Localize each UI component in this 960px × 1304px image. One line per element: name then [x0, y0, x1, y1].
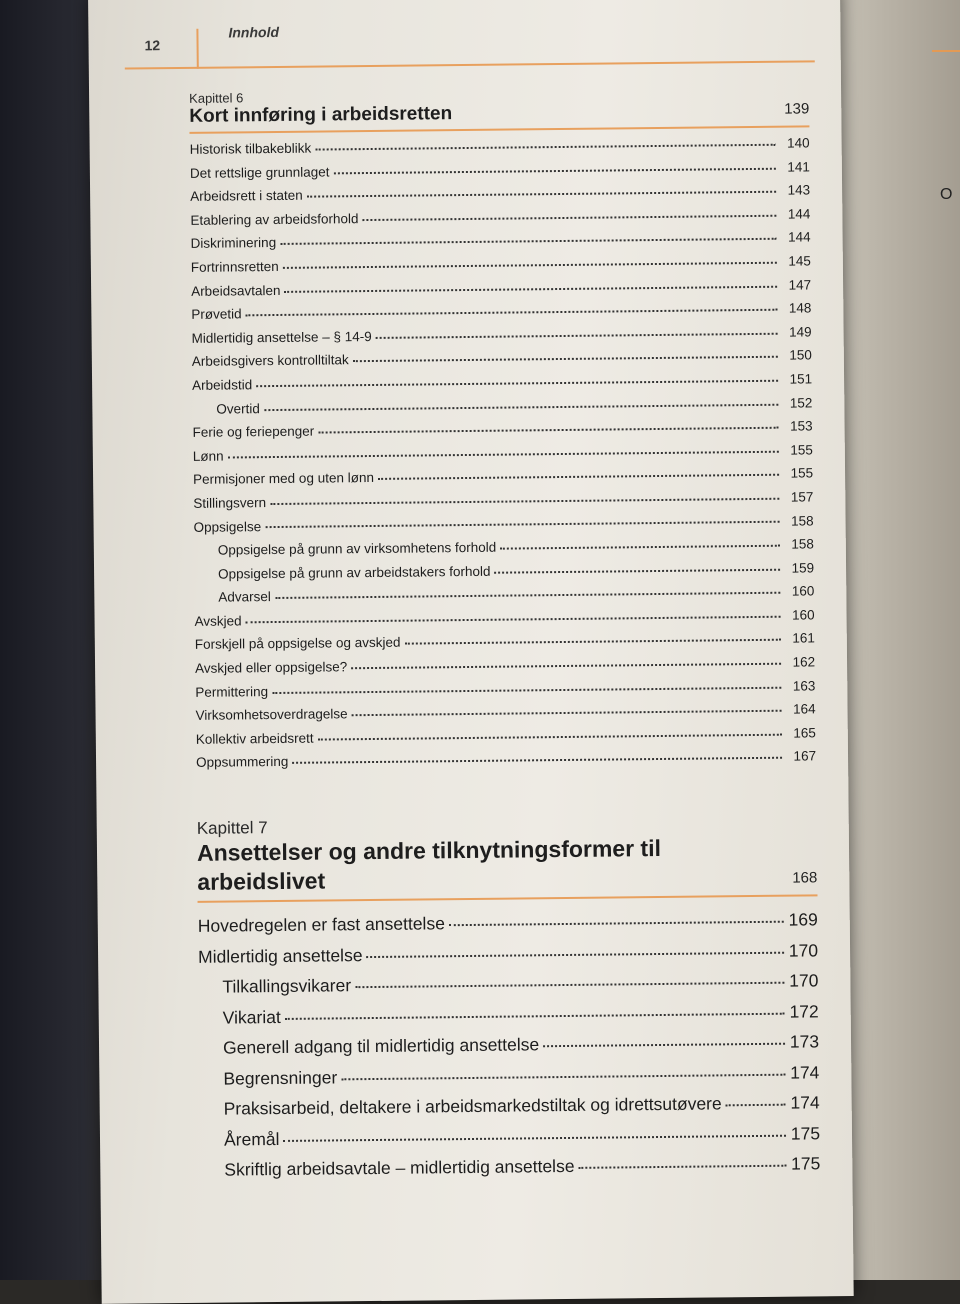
toc-entry-page: 150	[789, 347, 812, 363]
toc-entry-page: 162	[792, 654, 816, 670]
chapter-start-page: 139	[784, 100, 810, 118]
toc-entry-page: 144	[787, 229, 811, 245]
chapter-6	[189, 84, 816, 774]
toc-leader-dots	[265, 510, 780, 528]
toc-entry-page: 140	[787, 135, 810, 151]
toc-entry-page: 169	[788, 909, 818, 930]
toc-entry-title: Ferie og feriepenger	[192, 423, 315, 440]
toc-entry-title: Avskjed	[194, 613, 242, 629]
toc-entry-page: 172	[789, 1000, 819, 1022]
toc-leader-dots	[355, 968, 784, 988]
toc-entry-title: Fortrinnsretten	[190, 258, 279, 275]
toc-leader-dots	[307, 180, 777, 198]
toc-entry-title: Generell adgang til midlertidig ansettelse	[222, 1034, 540, 1058]
running-head-vertical-rule	[196, 29, 198, 69]
toc-entry-title: Diskriminering	[190, 235, 277, 252]
toc-entry-page: 174	[790, 1092, 820, 1113]
toc-entry-title: Lønn	[192, 448, 224, 464]
toc-leader-dots	[283, 1121, 786, 1142]
toc-leader-dots	[264, 392, 779, 410]
toc-entry-title: Etablering av arbeidsforhold	[190, 210, 359, 228]
book-page	[88, 0, 854, 1304]
toc-entry-page: 155	[790, 465, 814, 481]
toc-leader-dots	[292, 746, 782, 764]
toc-entry-page: 167	[793, 748, 817, 765]
toc-leader-dots	[362, 204, 776, 221]
toc-leader-dots	[246, 605, 781, 623]
running-head	[124, 12, 814, 59]
toc-entry-title: Arbeidsavtalen	[191, 282, 281, 299]
toc-leader-dots	[378, 463, 779, 480]
toc-entry-title: Stillingsvern	[193, 495, 267, 511]
toc-entry-page: 158	[791, 536, 814, 552]
toc-entry-title: Praksisarbeid, deltakere i arbeidsmarkedstiltak og idrettsutøvere	[223, 1093, 722, 1119]
toc-entry-title: Avskjed eller oppsigelse?	[195, 659, 348, 676]
toc-entry-title: Virksomhetsoverdragelse	[195, 706, 348, 724]
toc-entry-title: Begrensninger	[223, 1066, 338, 1089]
toc-entry-page: 145	[788, 253, 811, 269]
chapter-title: Kort innføring i arbeidsretten	[189, 103, 453, 127]
toc-entry-page: 153	[789, 418, 813, 434]
facing-page-rule	[932, 50, 960, 52]
chapter-7	[197, 812, 821, 1185]
chapter-label: Kapittel 6	[189, 90, 244, 106]
toc-entry-title: Skriftlig arbeidsavtale – midlertidig ansettelse	[224, 1155, 575, 1180]
toc-entry-title: Forskjell på oppsigelse og avskjed	[194, 635, 401, 653]
toc-entry-title: Hovedregelen er fast ansettelse	[197, 913, 445, 936]
chapter-label: Kapittel 7	[196, 818, 268, 838]
toc-leader-dots	[318, 416, 779, 434]
toc-entry-page: 148	[788, 300, 812, 316]
toc-entry-page: 164	[792, 701, 816, 717]
toc-leader-dots	[318, 723, 782, 741]
toc-entry-title: Oppsigelse	[193, 518, 262, 535]
toc-entry-page: 157	[790, 489, 814, 505]
toc-entry-page: 175	[791, 1153, 821, 1174]
toc-entry-page: 149	[788, 324, 812, 340]
toc-entry	[200, 1148, 820, 1185]
toc-entry-title: Permittering	[195, 683, 269, 700]
toc-leader-dots	[404, 628, 780, 645]
toc-entry-page: 159	[791, 560, 815, 576]
toc-entry-title: Tilkallingsvikarer	[222, 975, 352, 997]
toc-entry-title: Åremål	[223, 1128, 280, 1150]
toc-list	[190, 131, 817, 774]
toc-entry-page: 165	[793, 725, 816, 741]
toc-leader-dots	[284, 274, 777, 292]
toc-leader-dots	[578, 1151, 786, 1169]
toc-entry-title: Det rettslige grunnlaget	[189, 164, 330, 181]
toc-leader-dots	[272, 676, 781, 694]
toc-entry-page: 143	[787, 182, 811, 198]
toc-entry-page: 152	[789, 394, 813, 411]
toc-entry-page: 151	[789, 371, 813, 387]
toc-entry-title: Midlertidig ansettelse – § 14-9	[191, 328, 372, 346]
toc-entry-title: Kollektiv arbeidsrett	[195, 730, 314, 747]
toc-leader-dots	[500, 534, 780, 550]
toc-entry-page: 173	[789, 1031, 820, 1052]
facing-page-glyph: O	[940, 186, 953, 203]
chapter-start-page: 168	[792, 869, 818, 887]
toc-leader-dots	[283, 251, 777, 269]
toc-entry-page: 144	[787, 206, 811, 222]
toc-entry-page: 170	[789, 970, 819, 991]
toc-leader-dots	[353, 345, 778, 362]
toc-entry-page: 175	[790, 1122, 821, 1144]
toc-entry-title: Arbeidstid	[192, 377, 253, 393]
toc-leader-dots	[246, 298, 778, 316]
toc-entry-page: 174	[790, 1061, 820, 1083]
toc-leader-dots	[352, 699, 782, 716]
toc-leader-dots	[333, 157, 776, 174]
toc-leader-dots	[543, 1029, 785, 1048]
toc-entry-title: Prøvetid	[191, 306, 242, 323]
toc-leader-dots	[351, 652, 781, 669]
toc-leader-dots	[366, 938, 784, 958]
toc-leader-dots	[315, 133, 776, 151]
toc-entry-page: 147	[788, 276, 812, 293]
toc-entry-title: Historisk tilbakeblikk	[189, 140, 312, 157]
toc-entry-title: Oppsummering	[195, 754, 289, 771]
toc-entry-title: Advarsel	[218, 589, 271, 605]
toc-entry-page: 160	[791, 607, 815, 623]
toc-list	[198, 904, 821, 1185]
toc-leader-dots	[449, 907, 784, 927]
toc-entry-title: Oppsigelse på grunn av virksomhetens forhold	[217, 539, 497, 558]
chapter-title: Ansettelser og andre tilknytningsformer til arbeidslivet	[196, 834, 662, 895]
toc-entry-page: 161	[792, 630, 815, 647]
toc-entry-page: 170	[788, 939, 819, 961]
running-head-rule	[125, 60, 815, 69]
toc-entry-page: 160	[791, 583, 815, 599]
toc-entry-page: 141	[787, 158, 810, 175]
toc-leader-dots	[341, 1060, 785, 1081]
toc-leader-dots	[376, 322, 778, 339]
toc-entry-title: Midlertidig ansettelse	[197, 944, 363, 967]
toc-entry-title: Permisjoner med og uten lønn	[193, 470, 375, 488]
toc-entry-page: 163	[792, 678, 816, 694]
page-number: 12	[144, 37, 161, 54]
toc-leader-dots	[494, 558, 780, 574]
toc-entry-title: Vikariat	[222, 1006, 281, 1028]
toc-entry-title: Arbeidsgivers kontrolltiltak	[191, 352, 349, 370]
toc-entry-title: Overtid	[216, 400, 260, 417]
toc-entry-title: Oppsigelse på grunn av arbeidstakers forhold	[218, 563, 491, 582]
toc-entry-page: 158	[790, 512, 814, 529]
toc-entry-page: 155	[790, 442, 813, 458]
toc-leader-dots	[726, 1090, 786, 1107]
running-head-title: Innhold	[228, 23, 280, 41]
toc-entry-title: Arbeidsrett i staten	[190, 187, 303, 205]
toc-leader-dots	[285, 999, 785, 1020]
